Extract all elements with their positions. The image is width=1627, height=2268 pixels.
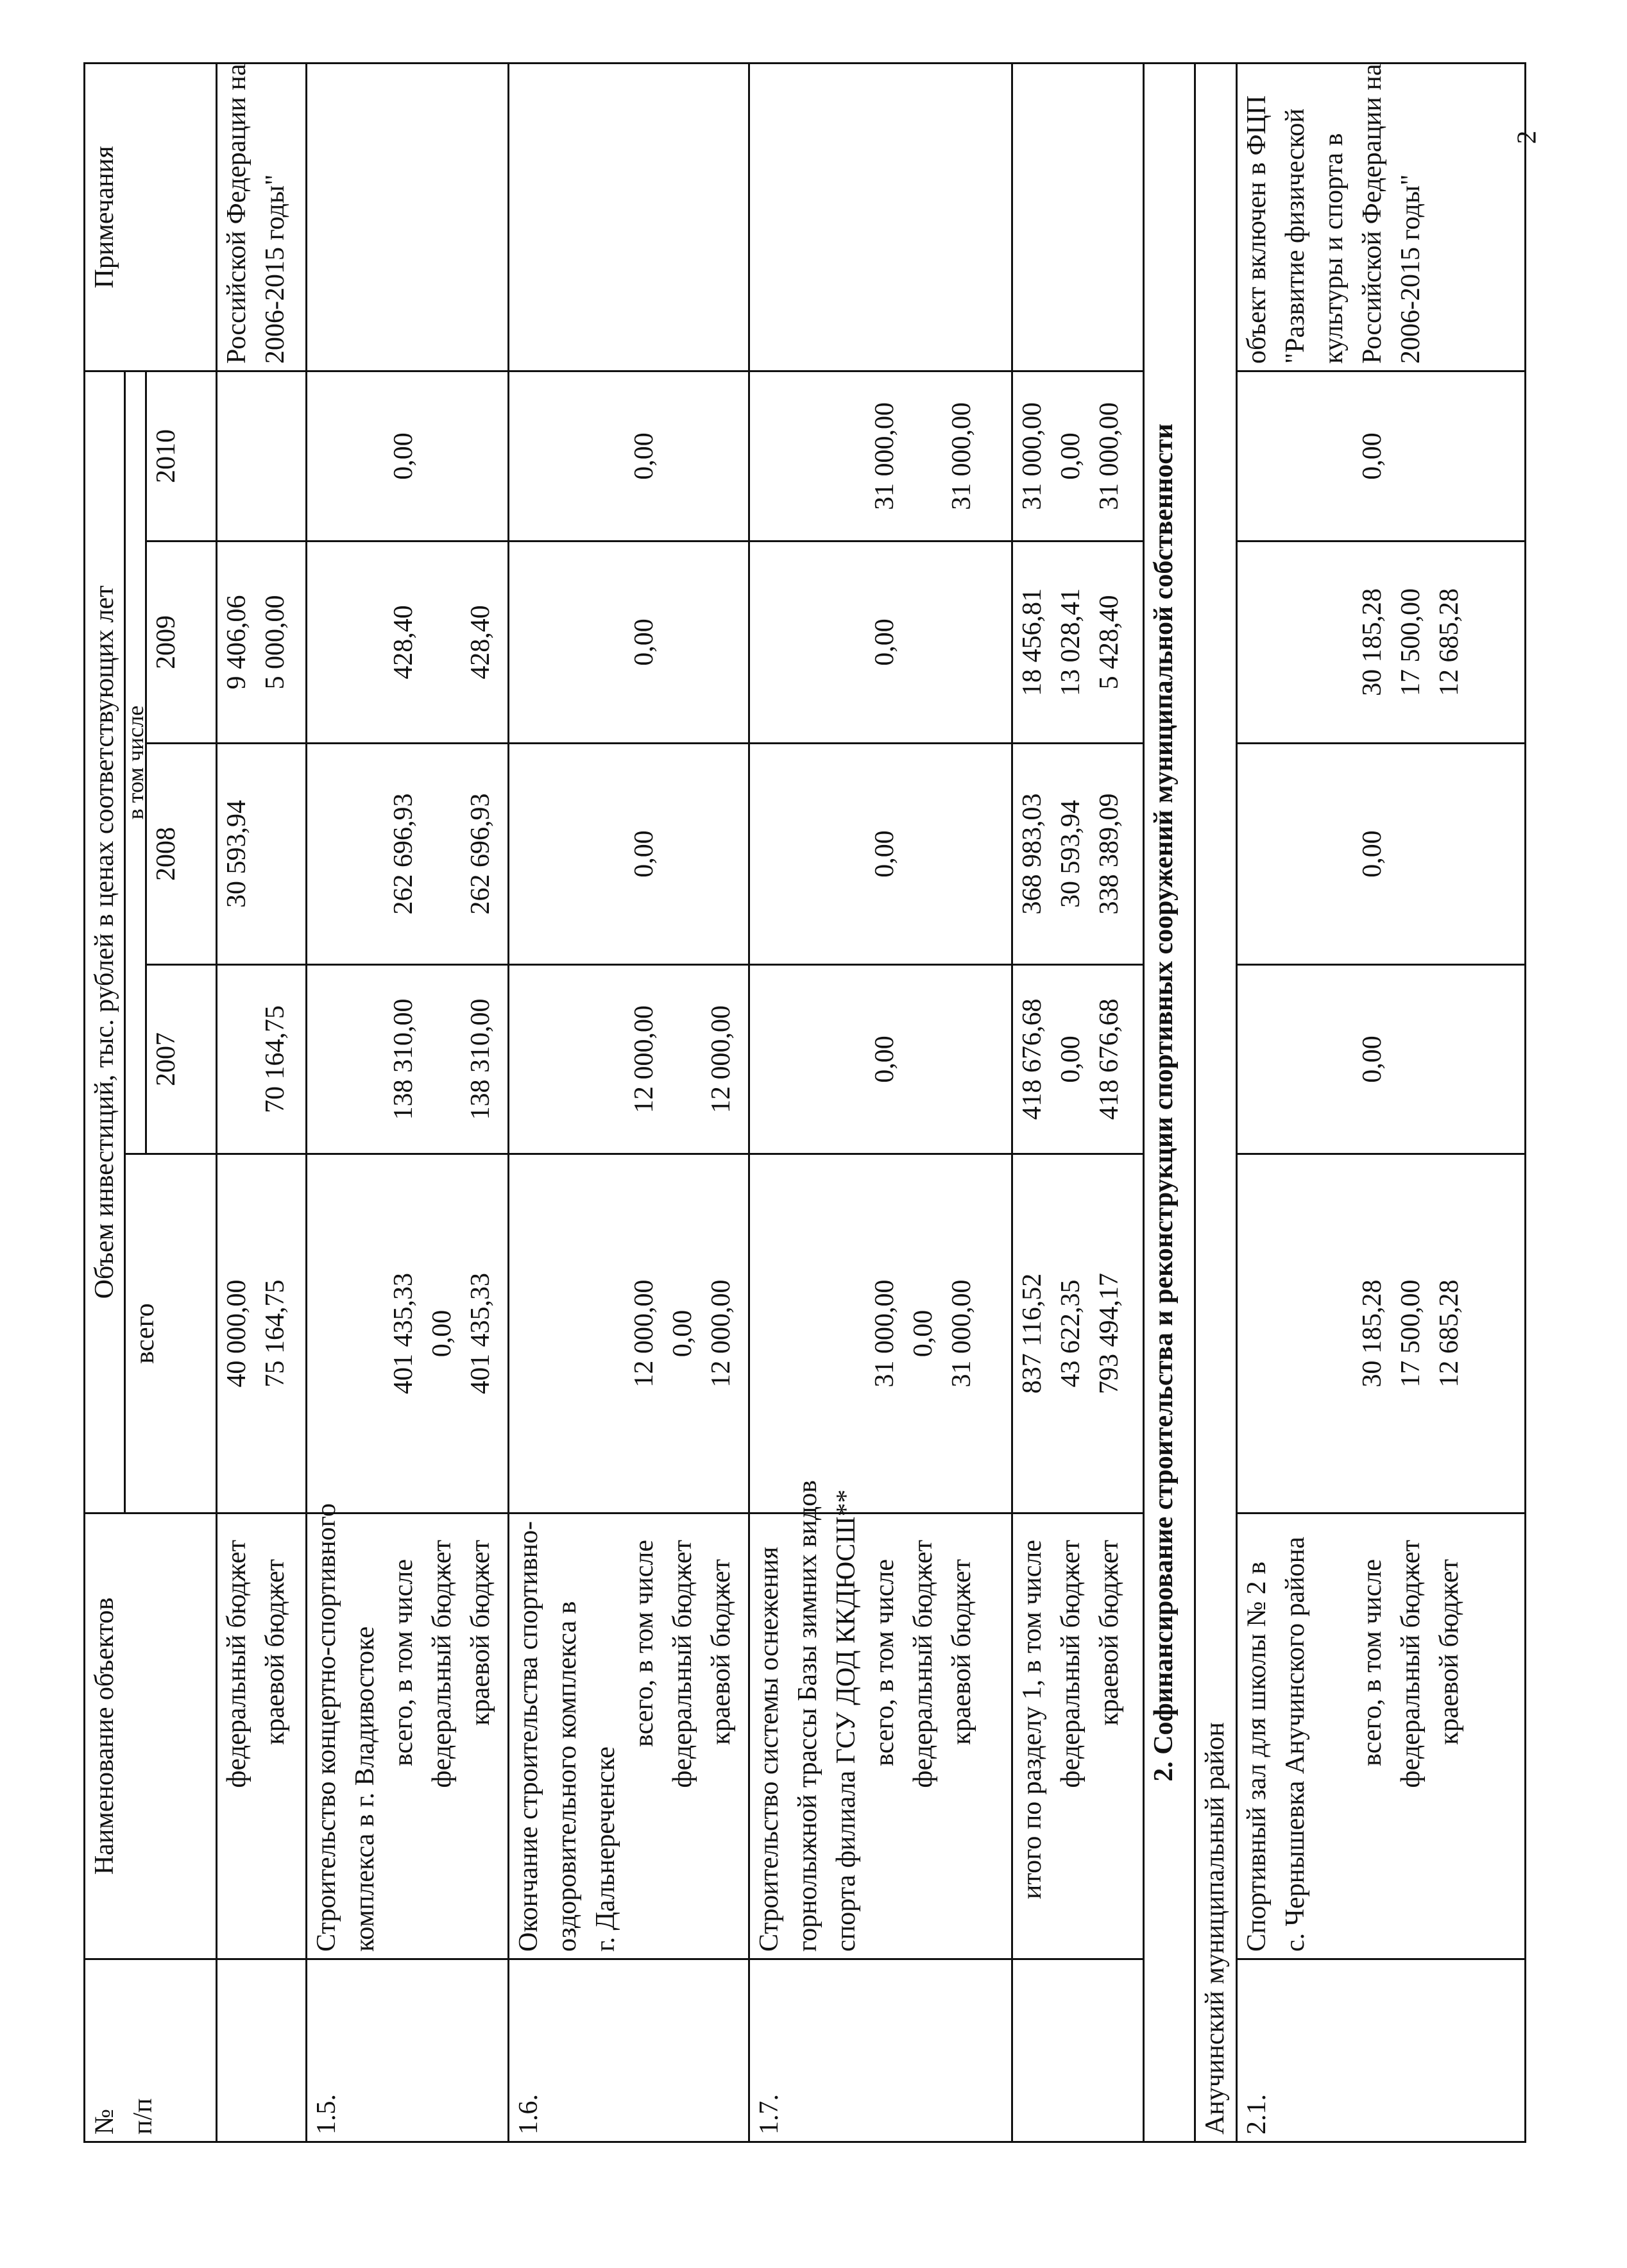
value-y2007: 0,00: [1358, 1036, 1387, 1083]
value-cell-total: [749, 1154, 1012, 1513]
value-y2008: [1315, 751, 1353, 957]
header-total: всего: [125, 1154, 217, 1513]
header-notes: Примечания: [85, 63, 217, 371]
note-line: Российской Федерации на: [222, 64, 251, 364]
value-y2007: [942, 972, 981, 1147]
row-number: 1.6.: [509, 1959, 749, 2142]
value-y2008: [750, 751, 788, 957]
value-y2009: [663, 549, 702, 736]
value-y2009: 428,40: [466, 605, 495, 679]
value-cell-y2007: [217, 965, 307, 1154]
value-y2008: 338 389,09: [1095, 793, 1124, 915]
district-row: [1195, 63, 1237, 2142]
value-y2007: 0,00: [870, 1036, 899, 1083]
object-name-line: [1315, 1521, 1353, 1952]
value-total: [346, 1161, 384, 1506]
note-line: культуры и спорта в: [1319, 133, 1349, 364]
value-total: [1276, 1161, 1315, 1506]
header-year-2009: 2009: [146, 541, 217, 744]
value-y2009: [1238, 549, 1276, 736]
value-cell-y2008: [217, 744, 307, 965]
value-y2010: 0,00: [1358, 432, 1387, 480]
value-y2009: [509, 549, 548, 736]
value-total: 0,00: [668, 1309, 697, 1358]
value-total: [1315, 1161, 1353, 1506]
value-y2009: [1276, 549, 1315, 736]
row-number: 2.1.: [1237, 1959, 1526, 2142]
value-y2008: [942, 751, 981, 957]
value-y2009: [307, 549, 346, 736]
value-y2009: 5 000,00: [260, 595, 290, 690]
object-name-line: горнолыжной трассы Базы зимних видов: [793, 1480, 822, 1952]
value-y2007: 70 164,75: [260, 1005, 290, 1113]
value-y2010: 31 000,00: [870, 402, 899, 510]
value-y2010: 31 000,00: [947, 402, 976, 510]
value-y2008: [1276, 751, 1315, 957]
table-row: [1012, 63, 1144, 2142]
row-number: 1.7.: [749, 1959, 1012, 2142]
object-name-line: краевой бюджет: [260, 1559, 290, 1745]
value-y2008: 262 696,93: [466, 793, 495, 915]
value-y2010: 31 000,00: [1018, 402, 1047, 510]
value-y2009: [548, 549, 586, 736]
value-total: [788, 1161, 827, 1506]
value-cell-y2009: [1012, 541, 1144, 744]
value-total: 12 685,28: [1435, 1279, 1464, 1388]
value-y2009: 9 406,06: [222, 595, 251, 690]
value-cell-total: [1237, 1154, 1526, 1513]
value-y2007: [346, 972, 384, 1147]
value-y2009: [1315, 549, 1353, 736]
value-total: [509, 1161, 548, 1506]
value-y2008: [423, 751, 461, 957]
object-name-line: спорта филиала ГСУ ДОД ККДЮСШ**: [831, 1489, 861, 1952]
value-cell-total: [217, 1154, 307, 1513]
notes-cell: [217, 63, 307, 371]
value-total: [548, 1161, 586, 1506]
value-total: [1238, 1161, 1276, 1506]
note-line: 2006-2015 годы": [1396, 174, 1426, 364]
value-y2009: 428,40: [389, 605, 418, 679]
value-cell-y2010: [307, 371, 509, 541]
value-y2010: [548, 379, 586, 534]
value-total: 401 435,33: [466, 1273, 495, 1394]
investment-table-page: [83, 64, 1521, 2143]
value-y2008: [509, 751, 548, 957]
value-y2010: [1276, 379, 1315, 534]
value-cell-y2008: [509, 744, 749, 965]
value-y2009: 5 428,40: [1095, 595, 1124, 690]
value-total: 401 435,33: [389, 1273, 418, 1394]
page-number: 2: [1512, 130, 1542, 144]
header-year-2008: 2008: [146, 744, 217, 965]
object-name-line: федеральный бюджет: [1396, 1540, 1426, 1788]
value-y2010: [509, 379, 548, 534]
value-y2007: [1276, 972, 1315, 1147]
value-total: 31 000,00: [870, 1279, 899, 1388]
value-y2009: [788, 549, 827, 736]
object-name-line: всего, в том числе: [870, 1559, 899, 1766]
value-cell-y2010: [749, 371, 1012, 541]
row-number: [1012, 1959, 1144, 2142]
table-row: [1237, 63, 1526, 2142]
object-name: [307, 1503, 509, 1959]
value-y2009: 17 500,00: [1396, 588, 1426, 696]
value-y2010: 31 000,00: [1095, 402, 1124, 510]
object-name: [1237, 1513, 1526, 1959]
value-cell-total: [307, 1154, 509, 1513]
header-num-label: №: [90, 2108, 119, 2135]
object-name-line: краевой бюджет: [947, 1559, 976, 1745]
note-line: 2006-2015 годы": [260, 174, 290, 364]
header-row: [85, 63, 125, 2142]
value-cell-y2010: [509, 371, 749, 541]
object-name-line: всего, в том числе: [389, 1559, 418, 1766]
value-y2007: 0,00: [1056, 1036, 1086, 1083]
value-y2007: [1430, 972, 1469, 1147]
value-y2010: [827, 379, 865, 534]
value-y2007: [423, 972, 461, 1147]
value-y2007: 12 000,00: [706, 1005, 736, 1113]
value-y2007: [827, 972, 865, 1147]
value-total: [307, 1161, 346, 1506]
value-y2008: [702, 751, 740, 957]
value-y2010: [904, 379, 942, 534]
object-name: [1012, 1513, 1144, 1959]
value-y2010: [346, 379, 384, 534]
object-name: [217, 1513, 307, 1959]
value-cell-y2009: [509, 541, 749, 744]
value-y2008: [256, 751, 294, 957]
value-y2009: [750, 549, 788, 736]
value-y2010: [788, 379, 827, 534]
value-y2008: [1430, 751, 1469, 957]
object-name-line: федеральный бюджет: [427, 1540, 457, 1788]
value-y2007: [1315, 972, 1353, 1147]
value-total: 793 494,17: [1095, 1273, 1124, 1394]
object-name-line: итого по разделу 1, в том числе: [1018, 1540, 1047, 1900]
object-name-line: краевой бюджет: [706, 1559, 736, 1745]
value-y2008: 0,00: [1358, 830, 1387, 878]
value-y2010: [663, 379, 702, 534]
value-y2007: [663, 972, 702, 1147]
note-line: "Развитие физической: [1281, 108, 1310, 364]
value-y2008: 30 593,94: [222, 800, 251, 908]
value-y2009: [702, 549, 740, 736]
value-total: [750, 1161, 788, 1506]
value-y2008: [586, 751, 625, 957]
value-y2010: [423, 379, 461, 534]
value-y2008: [307, 751, 346, 957]
value-y2009: 12 685,28: [1435, 588, 1464, 696]
value-y2009: [904, 549, 942, 736]
value-cell-y2008: [749, 744, 1012, 965]
value-y2010: [256, 379, 294, 534]
note-line: объект включен в ФЦП: [1242, 95, 1272, 364]
section-2-row: [1144, 63, 1195, 2142]
value-y2007: [548, 972, 586, 1147]
object-name: [749, 1480, 1012, 1959]
value-cell-y2009: [307, 541, 509, 744]
investment-table: [83, 62, 1526, 2143]
value-cell-y2007: [509, 965, 749, 1154]
value-cell-y2008: [307, 744, 509, 965]
notes-cell: [307, 63, 509, 371]
header-num-label-2: п/п: [128, 2098, 158, 2135]
value-total: [586, 1161, 625, 1506]
value-y2010: [586, 379, 625, 534]
object-name-line: всего, в том числе: [629, 1540, 659, 1747]
value-total: 31 000,00: [947, 1279, 976, 1388]
value-y2007: [1392, 972, 1430, 1147]
value-y2009: [942, 549, 981, 736]
value-y2008: [548, 751, 586, 957]
value-y2010: [1238, 379, 1276, 534]
value-y2010: [1430, 379, 1469, 534]
value-y2008: [788, 751, 827, 957]
value-y2010: 0,00: [1056, 432, 1086, 480]
table-row: [217, 63, 307, 2142]
value-y2007: [509, 972, 548, 1147]
value-cell-y2010: [217, 371, 307, 541]
value-y2009: [586, 549, 625, 736]
object-name-line: федеральный бюджет: [222, 1540, 251, 1788]
value-y2007: [904, 972, 942, 1147]
value-y2008: 0,00: [870, 830, 899, 878]
value-cell-y2007: [307, 965, 509, 1154]
value-y2010: [1392, 379, 1430, 534]
object-name-line: с. Чернышевка Анучинского района: [1281, 1537, 1310, 1952]
value-y2007: 138 310,00: [466, 998, 495, 1120]
value-cell-y2010: [1012, 371, 1144, 541]
note-line: Российской Федерации на: [1358, 64, 1387, 364]
table-row: [307, 63, 509, 2142]
value-cell-y2008: [1012, 744, 1144, 965]
value-y2010: [1315, 379, 1353, 534]
object-name-line: краевой бюджет: [466, 1540, 495, 1726]
value-total: 40 000,00: [222, 1279, 251, 1388]
table-row: [509, 63, 749, 2142]
value-cell-total: [509, 1154, 749, 1513]
object-name-line: г. Дальнереченске: [591, 1746, 620, 1952]
object-name-line: федеральный бюджет: [1056, 1540, 1086, 1788]
value-total: 0,00: [908, 1309, 938, 1358]
notes-cell: [1012, 63, 1144, 371]
value-y2008: 262 696,93: [389, 793, 418, 915]
value-cell-y2008: [1237, 744, 1526, 965]
value-total: 12 000,00: [706, 1279, 736, 1388]
value-y2010: [461, 379, 500, 534]
object-name-line: федеральный бюджет: [908, 1540, 938, 1788]
value-y2008: 30 593,94: [1056, 800, 1086, 908]
value-total: 75 164,75: [260, 1279, 290, 1388]
notes-cell: [749, 63, 1012, 371]
value-y2008: 368 983,03: [1018, 793, 1047, 915]
value-y2010: 0,00: [389, 432, 418, 480]
row-number: 1.5.: [307, 1959, 509, 2142]
object-name-line: Строительство системы оснежения: [754, 1546, 784, 1952]
value-total: [827, 1161, 865, 1506]
value-y2008: [904, 751, 942, 957]
district-name: Анучинский муниципальный район: [1195, 63, 1237, 2142]
value-cell-y2007: [1237, 965, 1526, 1154]
value-cell-y2009: [217, 541, 307, 744]
value-y2008: 0,00: [629, 830, 659, 878]
value-cell-total: [1012, 1154, 1144, 1513]
value-y2009: 0,00: [629, 618, 659, 666]
row-number: [217, 1959, 307, 2142]
object-name-line: краевой бюджет: [1435, 1559, 1464, 1745]
value-y2007: 418 676,68: [1018, 998, 1047, 1120]
value-y2007: 12 000,00: [629, 1005, 659, 1113]
value-y2009: 13 028,41: [1056, 588, 1086, 696]
value-total: 12 000,00: [629, 1279, 659, 1388]
object-name-line: оздоровительного комплекса в: [552, 1601, 582, 1952]
value-y2009: [423, 549, 461, 736]
value-y2009: [346, 549, 384, 736]
object-name-line: Спортивный зал для школы № 2 в: [1242, 1561, 1272, 1952]
notes-cell: [1237, 63, 1526, 371]
notes-cell: [509, 63, 749, 371]
value-y2007: [750, 972, 788, 1147]
object-name-line: краевой бюджет: [1095, 1540, 1124, 1726]
value-total: 0,00: [427, 1309, 457, 1358]
header-name: Наименование объектов: [85, 1513, 217, 1959]
value-y2007: [307, 972, 346, 1147]
value-y2010: [307, 379, 346, 534]
header-year-2010: 2010: [146, 371, 217, 541]
value-total: 837 116,52: [1018, 1273, 1047, 1394]
object-name-line: всего, в том числе: [1358, 1559, 1387, 1766]
value-y2007: [217, 972, 256, 1147]
value-cell-y2010: [1237, 371, 1526, 541]
value-y2008: [346, 751, 384, 957]
value-y2008: [1238, 751, 1276, 957]
value-y2008: [827, 751, 865, 957]
value-cell-y2007: [749, 965, 1012, 1154]
header-num: [85, 1959, 217, 2142]
section-2-title: 2. Софинансирование строительства и реконструкции спортивных сооружений муниципальной собственности: [1144, 63, 1195, 2142]
object-name-line: комплекса в г. Владивостоке: [350, 1626, 380, 1952]
value-cell-y2009: [749, 541, 1012, 744]
value-y2010: [750, 379, 788, 534]
object-name-line: Окончание строительства спортивно-: [514, 1521, 543, 1952]
value-y2010: 0,00: [629, 432, 659, 480]
object-name-line: федеральный бюджет: [668, 1540, 697, 1788]
value-y2007: 138 310,00: [389, 998, 418, 1120]
value-y2008: [663, 751, 702, 957]
value-y2010: [217, 379, 256, 534]
value-y2009: 0,00: [870, 618, 899, 666]
value-total: 43 622,35: [1056, 1279, 1086, 1388]
value-y2007: [586, 972, 625, 1147]
value-y2007: [1238, 972, 1276, 1147]
value-cell-y2007: [1012, 965, 1144, 1154]
value-total: 17 500,00: [1396, 1279, 1426, 1388]
value-y2009: [827, 549, 865, 736]
object-name-line: Строительство концертно-спортивного: [312, 1503, 341, 1952]
value-y2009: 30 185,28: [1358, 588, 1387, 696]
value-y2009: 18 456,81: [1018, 588, 1047, 696]
header-volume: Объем инвестиций, тыс. рублей в ценах соответствующих лет: [85, 371, 125, 1513]
value-y2010: [702, 379, 740, 534]
value-total: 30 185,28: [1358, 1279, 1387, 1388]
value-y2007: [788, 972, 827, 1147]
object-name: [509, 1513, 749, 1959]
value-cell-y2009: [1237, 541, 1526, 744]
value-y2007: 418 676,68: [1095, 998, 1124, 1120]
header-year-2007: 2007: [146, 965, 217, 1154]
header-including: в том числе: [125, 371, 146, 1154]
value-y2008: [1392, 751, 1430, 957]
table-row: [749, 63, 1012, 2142]
